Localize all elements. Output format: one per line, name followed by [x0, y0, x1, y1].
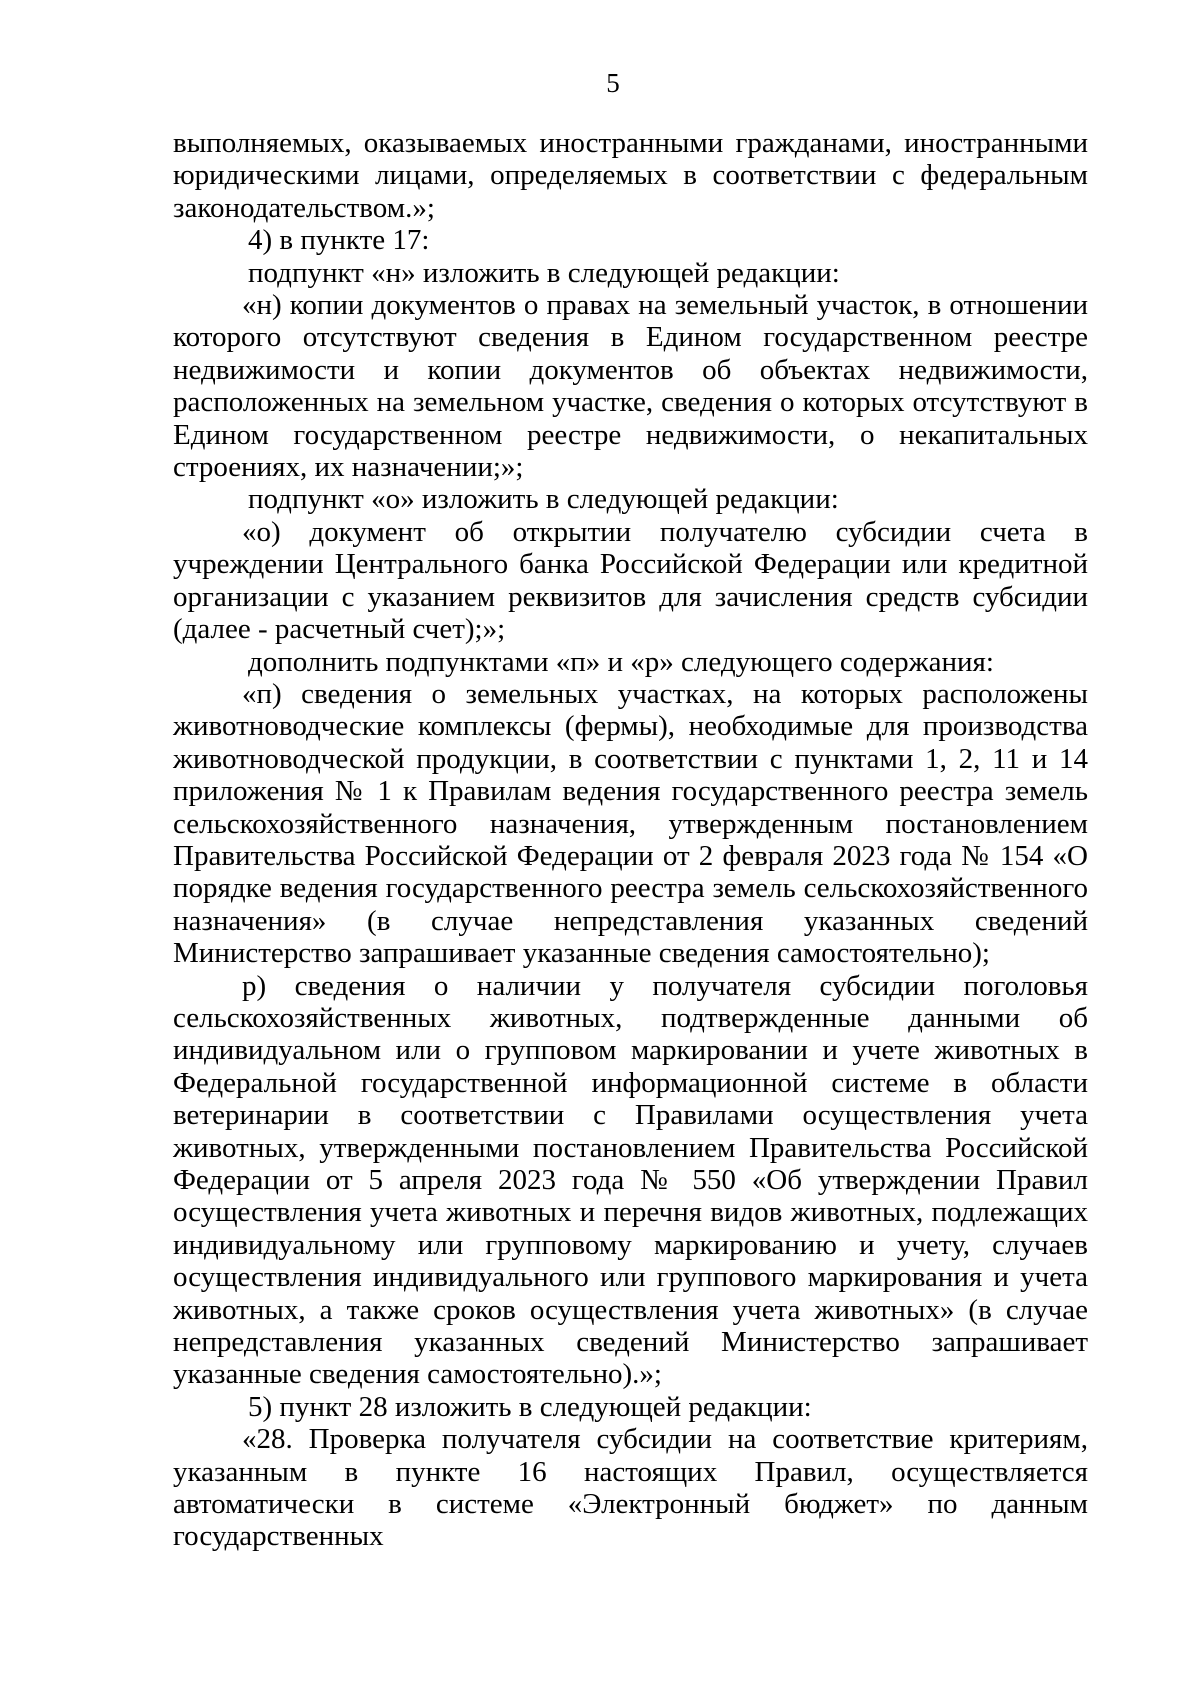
paragraph-item-4: 4) в пункте 17:	[248, 224, 430, 257]
paragraph-item-5: 5) пункт 28 изложить в следующей редакции:	[248, 1390, 812, 1423]
paragraph-subitem-p-text: «п) сведения о земельных участках, на которых расположены животноводческие комплексы (фермы), необходимые для производства животноводческой продукции, в соответствии с пунктами 1, 2, 11 и 14 приложения № 1 к Правилам ведения государственного реестра земель сельскохозяйственного назначения, утвержденным постановлением Правительства Российской Федерации от 2 февраля 2023 года № 154 «О порядке ведения государственного реестра земель сельскохозяйственного назначения» (в случае непредставления указанных сведений Министерство запрашивает указанные сведения самостоятельно);	[173, 677, 1088, 970]
document-body	[173, 127, 1088, 1553]
paragraph-continuation: выполняемых, оказываемых иностранными гражданами, иностранными юридическими лицами, определяемых в соответствии с федеральным законодательством.»;	[173, 127, 1088, 224]
paragraph-subitem-n-text: «н) копии документов о правах на земельный участок, в отношении которого отсутствуют сведения в Едином государственном реестре недвижимости и копии документов об объектах недвижимости, расположенных на земельном участке, сведения о которых отсутствуют в Едином государственном реестре недвижимости, о некапитальных строениях, их назначении;»;	[173, 289, 1088, 484]
paragraph-subitem-o-intro: подпункт «о» изложить в следующей редакции:	[248, 483, 839, 516]
paragraph-item-28-text: «28. Проверка получателя субсидии на соответствие критериям, указанным в пункте 16 настоящих Правил, осуществляется автоматически в системе «Электронный бюджет» по данным государственных	[173, 1423, 1088, 1553]
paragraph-subitem-o-text: «о) документ об открытии получателю субсидии счета в учреждении Центрального банка Российской Федерации или кредитной организации с указанием реквизитов для зачисления средств субсидии (далее - расчетный счет);»;	[173, 515, 1088, 646]
paragraph-subitem-r-text: р) сведения о наличии у получателя субсидии поголовья сельскохозяйственных животных, подтвержденные данными об индивидуальном или о групповом маркировании и учете животных в Федеральной государственной информационной системе в области ветеринарии в соответствии с Правилами осуществления учета животных, утвержденными постановлением Правительства Российской Федерации от 5 апреля 2023 года № 550 «Об утверждении Правил осуществления учета животных и перечня видов животных, подлежащих индивидуальному или групповому маркированию и учету, случаев осуществления индивидуального или группового маркирования и учета животных, а также сроков осуществления учета животных» (в случае непредставления указанных сведений Министерство запрашивает указанные сведения самостоятельно).»;	[173, 969, 1088, 1391]
paragraph-subitem-n-intro: подпункт «н» изложить в следующей редакции:	[248, 256, 840, 289]
paragraph-subitems-p-r-intro: дополнить подпунктами «п» и «р» следующего содержания:	[248, 645, 994, 678]
page-number: 5	[606, 68, 620, 98]
